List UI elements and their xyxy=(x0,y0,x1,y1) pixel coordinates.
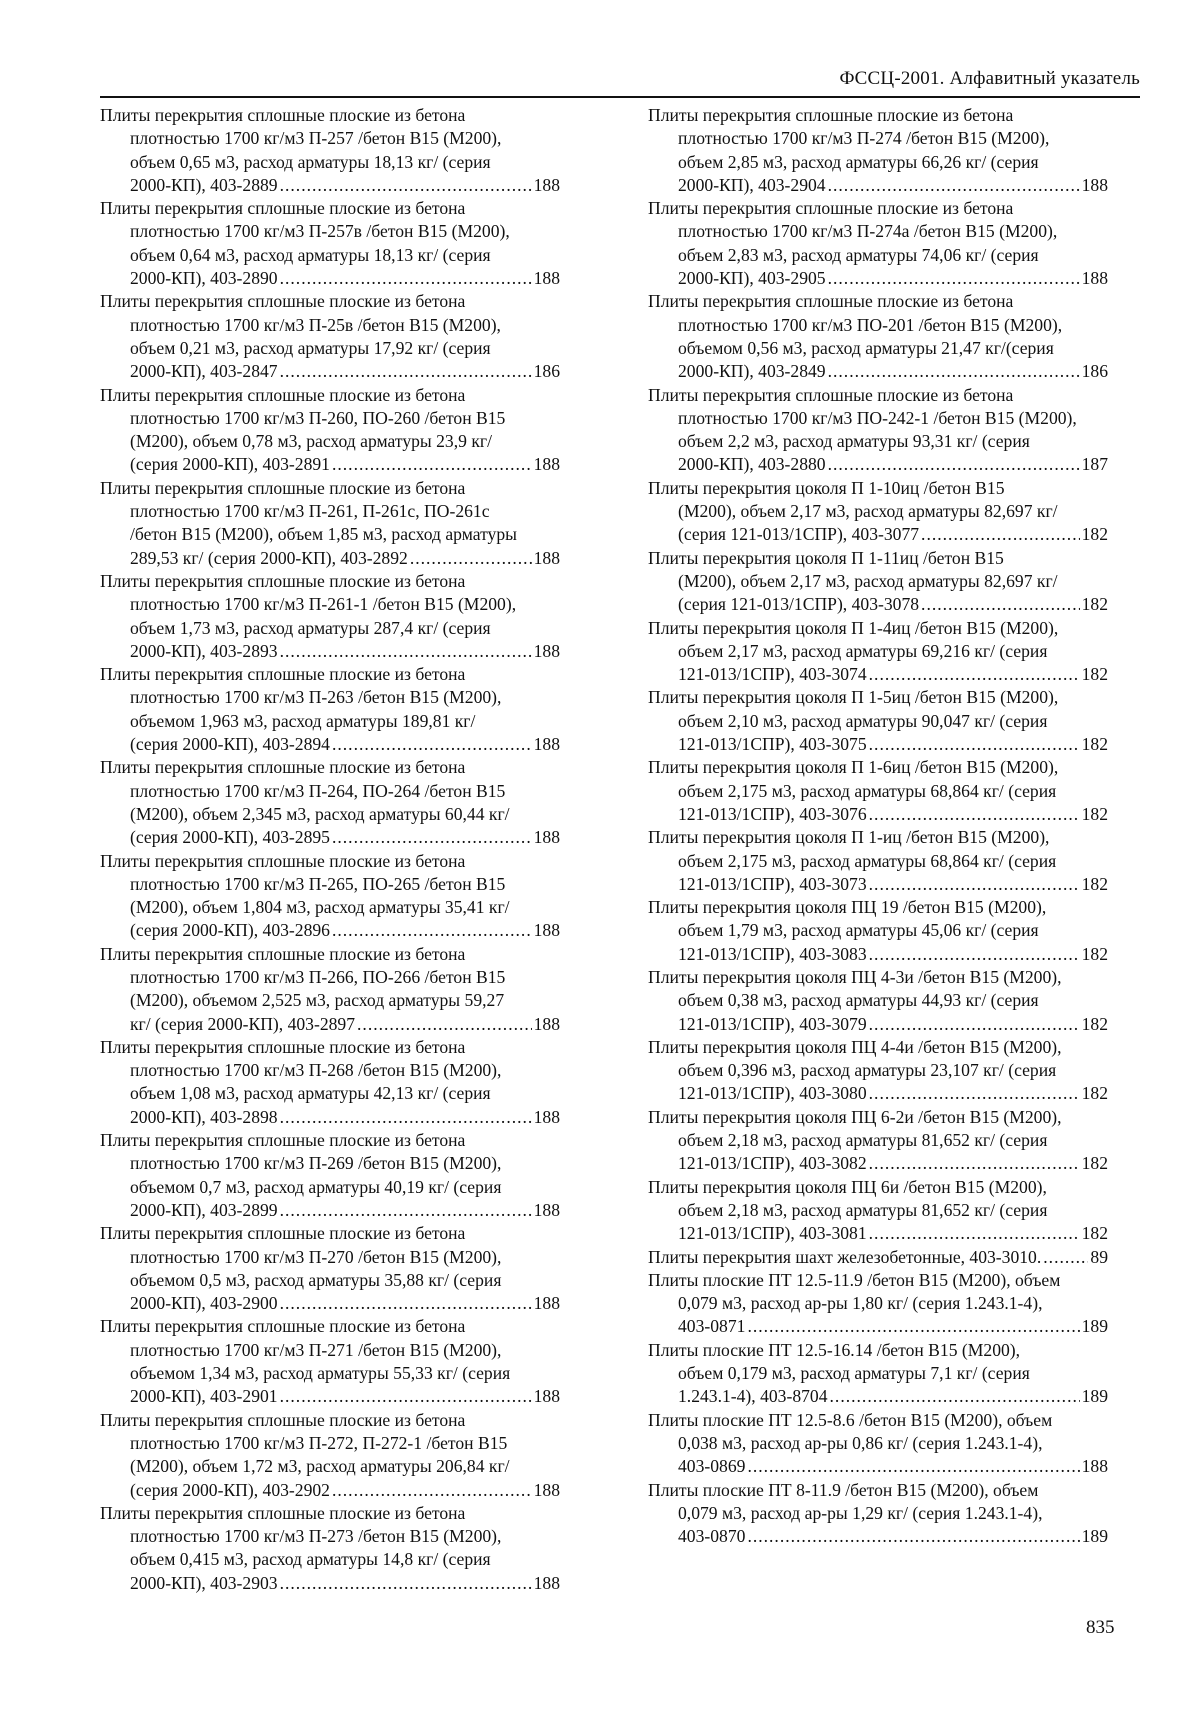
entry-reference-line xyxy=(100,1013,560,1036)
entry-title-line: Плиты перекрытия цоколя П 1-6иц /бетон В15 (М200), xyxy=(648,757,1059,778)
index-entry xyxy=(648,617,1108,687)
dot-leader xyxy=(280,1572,532,1595)
entry-reference-line xyxy=(648,1385,1108,1408)
entry-reference-line xyxy=(648,733,1108,756)
dot-leader xyxy=(747,1455,1079,1478)
entry-continuation-line: плотностью 1700 кг/м3 П-271 /бетон В15 (М200), xyxy=(130,1339,502,1360)
entry-page-number: 188 xyxy=(1081,1456,1108,1477)
entry-continuation-line: плотностью 1700 кг/м3 ПО-242-1 /бетон В15 (М200), xyxy=(678,407,1077,428)
entry-title-line: Плиты плоские ПТ 12.5-16.14 /бетон В15 (М200), xyxy=(648,1339,1021,1360)
entry-reference: 121-013/1СПР), 403-3074 xyxy=(678,664,867,685)
entry-reference-line xyxy=(648,1315,1108,1338)
entry-reference-line xyxy=(648,1222,1108,1245)
entry-title-line: Плиты перекрытия сплошные плоские из бетона xyxy=(100,1502,466,1523)
entry-page-number: 188 xyxy=(533,920,560,941)
entry-page-number: 89 xyxy=(1090,1246,1108,1267)
entry-page-number: 188 xyxy=(533,734,560,755)
index-entry xyxy=(100,1036,560,1129)
dot-leader xyxy=(869,1082,1080,1105)
entry-reference: 2000-КП), 403-2898 xyxy=(130,1106,278,1127)
entry-title-line: Плиты перекрытия цоколя П 1-11иц /бетон В15 xyxy=(648,547,1004,568)
entry-title-line: Плиты перекрытия цоколя ПЦ 4-4и /бетон В15 (М200), xyxy=(648,1036,1062,1057)
entry-reference: 2000-КП), 403-2901 xyxy=(130,1386,278,1407)
index-entry xyxy=(100,1129,560,1222)
entry-reference: 2000-КП), 403-2904 xyxy=(678,174,826,195)
entry-reference-line xyxy=(648,267,1108,290)
index-entry xyxy=(648,966,1108,1036)
entry-page-number: 182 xyxy=(1081,1153,1108,1174)
entry-page-number: 188 xyxy=(533,268,560,289)
entry-reference-line xyxy=(648,1082,1108,1105)
entry-continuation-line: (М200), объем 2,345 м3, расход арматуры 60,44 кг/ xyxy=(130,803,510,824)
entry-title-line: Плиты перекрытия сплошные плоские из бетона xyxy=(100,1316,466,1337)
entry-continuation-line: плотностью 1700 кг/м3 П-265, ПО-265 /бетон В15 xyxy=(130,873,506,894)
entry-continuation-line: плотностью 1700 кг/м3 П-274а /бетон В15 (М200), xyxy=(678,221,1058,242)
index-entry xyxy=(648,290,1108,383)
entry-reference: 121-013/1СПР), 403-3079 xyxy=(678,1013,867,1034)
entry-title-line: Плиты перекрытия сплошные плоские из бетона xyxy=(100,1130,466,1151)
entry-title-line: Плиты перекрытия сплошные плоские из бетона xyxy=(100,1409,466,1430)
entry-page-number: 182 xyxy=(1081,873,1108,894)
index-entry xyxy=(648,826,1108,896)
entry-title-line: Плиты перекрытия цоколя ПЦ 4-3и /бетон В15 (М200), xyxy=(648,966,1062,987)
entry-title-line: Плиты перекрытия сплошные плоские из бетона xyxy=(100,850,466,871)
dot-leader xyxy=(280,360,532,383)
index-entry xyxy=(648,197,1108,290)
dot-leader xyxy=(869,1013,1080,1036)
entry-reference-line xyxy=(100,453,560,476)
entry-title-line: Плиты перекрытия сплошные плоские из бетона xyxy=(100,1036,466,1057)
entry-reference-line xyxy=(100,1292,560,1315)
entry-reference-line xyxy=(648,1246,1108,1269)
entry-page-number: 182 xyxy=(1081,524,1108,545)
entry-title-line: Плиты перекрытия сплошные плоские из бетона xyxy=(100,664,466,685)
entry-reference: 2000-КП), 403-2900 xyxy=(130,1293,278,1314)
index-entry xyxy=(648,104,1108,197)
index-entry xyxy=(648,477,1108,547)
entry-page-number: 188 xyxy=(533,1013,560,1034)
entry-reference-line xyxy=(100,1106,560,1129)
entry-continuation-line: (М200), объем 0,78 м3, расход арматуры 23,9 кг/ xyxy=(130,431,492,452)
entry-reference-line xyxy=(648,1455,1108,1478)
entry-continuation-line: плотностью 1700 кг/м3 П-263 /бетон В15 (М200), xyxy=(130,687,502,708)
dot-leader xyxy=(828,453,1080,476)
index-column-right xyxy=(648,104,1108,1548)
entry-reference: Плиты перекрытия шахт железобетонные, 403-3010. xyxy=(648,1246,1042,1267)
entry-continuation-line: объем 0,396 м3, расход арматуры 23,107 кг/ (серия xyxy=(678,1060,1057,1081)
entry-continuation-line: (М200), объемом 2,525 м3, расход арматуры 59,27 xyxy=(130,990,505,1011)
entry-page-number: 188 xyxy=(533,1386,560,1407)
entry-page-number: 182 xyxy=(1081,1013,1108,1034)
entry-reference-line xyxy=(100,360,560,383)
entry-reference: 2000-КП), 403-2893 xyxy=(130,640,278,661)
index-entry xyxy=(648,1269,1108,1339)
entry-reference: 289,53 кг/ (серия 2000-КП), 403-2892 xyxy=(130,547,408,568)
dot-leader xyxy=(332,1479,532,1502)
index-entry xyxy=(648,1339,1108,1409)
entry-reference-line xyxy=(648,1152,1108,1175)
index-entry xyxy=(100,384,560,477)
entry-reference-line xyxy=(100,1385,560,1408)
entry-continuation-line: 0,079 м3, расход ар-ры 1,29 кг/ (серия 1.243.1-4), xyxy=(678,1502,1043,1523)
dot-leader xyxy=(869,733,1080,756)
entry-continuation-line: объем 2,175 м3, расход арматуры 68,864 кг/ (серия xyxy=(678,780,1057,801)
entry-continuation-line: объем 1,73 м3, расход арматуры 287,4 кг/ (серия xyxy=(130,617,491,638)
index-entry xyxy=(100,290,560,383)
index-entry xyxy=(648,686,1108,756)
entry-reference-line xyxy=(100,1199,560,1222)
entry-reference: 2000-КП), 403-2849 xyxy=(678,361,826,382)
entry-continuation-line: плотностью 1700 кг/м3 П-257в /бетон В15 (М200), xyxy=(130,221,510,242)
entry-page-number: 188 xyxy=(533,174,560,195)
dot-leader xyxy=(828,360,1080,383)
index-entry xyxy=(648,1409,1108,1479)
dot-leader xyxy=(332,826,532,849)
entry-continuation-line: объем 0,21 м3, расход арматуры 17,92 кг/ (серия xyxy=(130,337,491,358)
entry-continuation-line: объемом 1,963 м3, расход арматуры 189,81 кг/ xyxy=(130,710,476,731)
entry-reference: 121-013/1СПР), 403-3075 xyxy=(678,734,867,755)
entry-reference-line xyxy=(100,919,560,942)
entry-continuation-line: объем 1,79 м3, расход арматуры 45,06 кг/ (серия xyxy=(678,920,1039,941)
dot-leader xyxy=(1043,1246,1088,1269)
entry-page-number: 189 xyxy=(1081,1386,1108,1407)
entry-reference-line xyxy=(100,733,560,756)
entry-title-line: Плиты перекрытия сплошные плоские из бетона xyxy=(100,384,466,405)
entry-reference-line xyxy=(648,873,1108,896)
entry-reference-line xyxy=(100,174,560,197)
entry-continuation-line: (М200), объем 1,804 м3, расход арматуры 35,41 кг/ xyxy=(130,897,510,918)
dot-leader xyxy=(280,1199,532,1222)
entry-reference: (серия 2000-КП), 403-2894 xyxy=(130,734,330,755)
entry-reference: (серия 2000-КП), 403-2896 xyxy=(130,920,330,941)
entry-reference: 121-013/1СПР), 403-3083 xyxy=(678,943,867,964)
entry-title-line: Плиты перекрытия сплошные плоские из бетона xyxy=(100,198,466,219)
dot-leader xyxy=(869,873,1080,896)
entry-reference: (серия 121-013/1СПР), 403-3077 xyxy=(678,524,920,545)
index-entry xyxy=(648,896,1108,966)
entry-title-line: Плиты перекрытия цоколя П 1-4иц /бетон В15 (М200), xyxy=(648,617,1059,638)
dot-leader xyxy=(332,919,532,942)
entry-title-line: Плиты перекрытия цоколя П 1-5иц /бетон В15 (М200), xyxy=(648,687,1059,708)
entry-title-line: Плиты перекрытия сплошные плоские из бетона xyxy=(100,1223,466,1244)
entry-reference-line xyxy=(100,267,560,290)
entry-page-number: 188 xyxy=(533,1293,560,1314)
entry-reference: 403-0870 xyxy=(678,1526,746,1547)
entry-reference-line xyxy=(648,1525,1108,1548)
entry-page-number: 182 xyxy=(1081,803,1108,824)
dot-leader xyxy=(828,174,1080,197)
index-entry xyxy=(100,477,560,570)
entry-page-number: 182 xyxy=(1081,734,1108,755)
entry-continuation-line: объемом 0,7 м3, расход арматуры 40,19 кг/ (серия xyxy=(130,1176,502,1197)
dot-leader xyxy=(869,663,1080,686)
entry-reference: 403-0871 xyxy=(678,1316,746,1337)
dot-leader xyxy=(828,267,1080,290)
entry-page-number: 182 xyxy=(1081,664,1108,685)
entry-continuation-line: объемом 0,56 м3, расход арматуры 21,47 кг/(серия xyxy=(678,337,1054,358)
entry-reference: (серия 2000-КП), 403-2891 xyxy=(130,454,330,475)
entry-continuation-line: плотностью 1700 кг/м3 П-266, ПО-266 /бетон В15 xyxy=(130,966,506,987)
index-entry xyxy=(648,756,1108,826)
entry-continuation-line: плотностью 1700 кг/м3 П-272, П-272-1 /бетон В15 xyxy=(130,1432,508,1453)
entry-page-number: 182 xyxy=(1081,594,1108,615)
entry-reference-line xyxy=(648,360,1108,383)
entry-continuation-line: плотностью 1700 кг/м3 П-261-1 /бетон В15 (М200), xyxy=(130,594,517,615)
entry-reference: 2000-КП), 403-2903 xyxy=(130,1572,278,1593)
entry-title-line: Плиты перекрытия цоколя ПЦ 6-2и /бетон В15 (М200), xyxy=(648,1106,1062,1127)
entry-reference-line xyxy=(648,523,1108,546)
index-entry xyxy=(100,943,560,1036)
entry-reference: 121-013/1СПР), 403-3081 xyxy=(678,1223,867,1244)
entry-title-line: Плиты перекрытия цоколя П 1-иц /бетон В15 (М200), xyxy=(648,827,1050,848)
entry-continuation-line: 0,038 м3, расход ар-ры 0,86 кг/ (серия 1.243.1-4), xyxy=(678,1432,1043,1453)
entry-continuation-line: плотностью 1700 кг/м3 П-257 /бетон В15 (М200), xyxy=(130,128,502,149)
index-entry xyxy=(648,1036,1108,1106)
entry-continuation-line: объем 2,85 м3, расход арматуры 66,26 кг/ (серия xyxy=(678,151,1039,172)
index-entry xyxy=(648,384,1108,477)
entry-reference: 121-013/1СПР), 403-3073 xyxy=(678,873,867,894)
entry-continuation-line: плотностью 1700 кг/м3 П-260, ПО-260 /бетон В15 xyxy=(130,407,506,428)
dot-leader xyxy=(280,640,532,663)
entry-continuation-line: объем 2,2 м3, расход арматуры 93,31 кг/ (серия xyxy=(678,431,1030,452)
entry-page-number: 188 xyxy=(533,547,560,568)
entry-continuation-line: плотностью 1700 кг/м3 П-270 /бетон В15 (М200), xyxy=(130,1246,502,1267)
entry-continuation-line: объемом 0,5 м3, расход арматуры 35,88 кг/ (серия xyxy=(130,1269,502,1290)
entry-reference-line xyxy=(100,1572,560,1595)
entry-continuation-line: объем 0,65 м3, расход арматуры 18,13 кг/ (серия xyxy=(130,151,491,172)
entry-page-number: 189 xyxy=(1081,1526,1108,1547)
entry-continuation-line: плотностью 1700 кг/м3 П-261, П-261с, ПО-261с xyxy=(130,501,490,522)
page-header-title: ФССЦ-2001. Алфавитный указатель xyxy=(839,68,1140,89)
entry-reference: (серия 2000-КП), 403-2902 xyxy=(130,1479,330,1500)
entry-reference: 403-0869 xyxy=(678,1456,746,1477)
entry-continuation-line: плотностью 1700 кг/м3 П-268 /бетон В15 (М200), xyxy=(130,1060,502,1081)
entry-continuation-line: объем 0,179 м3, расход арматуры 7,1 кг/ (серия xyxy=(678,1363,1030,1384)
dot-leader xyxy=(332,453,532,476)
entry-title-line: Плиты перекрытия сплошные плоские из бетона xyxy=(100,943,466,964)
entry-continuation-line: объем 2,175 м3, расход арматуры 68,864 кг/ (серия xyxy=(678,850,1057,871)
index-entry xyxy=(100,756,560,849)
entry-reference: кг/ (серия 2000-КП), 403-2897 xyxy=(130,1013,356,1034)
entry-page-number: 188 xyxy=(533,1572,560,1593)
dot-leader xyxy=(332,733,532,756)
entry-reference: 1.243.1-4), 403-8704 xyxy=(678,1386,828,1407)
entry-continuation-line: плотностью 1700 кг/м3 П-264, ПО-264 /бетон В15 xyxy=(130,780,506,801)
index-entry xyxy=(648,1176,1108,1246)
entry-page-number: 188 xyxy=(533,454,560,475)
dot-leader xyxy=(410,547,532,570)
index-entry xyxy=(648,1106,1108,1176)
entry-continuation-line: объем 2,18 м3, расход арматуры 81,652 кг/ (серия xyxy=(678,1199,1048,1220)
dot-leader xyxy=(747,1315,1079,1338)
dot-leader xyxy=(869,1152,1080,1175)
entry-reference-line xyxy=(648,1013,1108,1036)
entry-reference: 2000-КП), 403-2880 xyxy=(678,454,826,475)
dot-leader xyxy=(280,1385,532,1408)
entry-continuation-line: плотностью 1700 кг/м3 П-274 /бетон В15 (М200), xyxy=(678,128,1050,149)
entry-continuation-line: плотностью 1700 кг/м3 ПО-201 /бетон В15 (М200), xyxy=(678,314,1063,335)
page-number: 835 xyxy=(1086,1617,1115,1638)
entry-reference: 2000-КП), 403-2899 xyxy=(130,1199,278,1220)
entry-continuation-line: плотностью 1700 кг/м3 П-269 /бетон В15 (М200), xyxy=(130,1153,502,1174)
index-entry xyxy=(648,1479,1108,1549)
entry-title-line: Плиты перекрытия сплошные плоские из бетона xyxy=(100,757,466,778)
index-entry xyxy=(100,1502,560,1595)
entry-continuation-line: плотностью 1700 кг/м3 П-25в /бетон В15 (М200), xyxy=(130,314,501,335)
entry-reference: 121-013/1СПР), 403-3076 xyxy=(678,803,867,824)
dot-leader xyxy=(357,1013,532,1036)
entry-continuation-line: плотностью 1700 кг/м3 П-273 /бетон В15 (М200), xyxy=(130,1526,502,1547)
entry-continuation-line: объем 0,64 м3, расход арматуры 18,13 кг/ (серия xyxy=(130,244,491,265)
entry-reference: (серия 121-013/1СПР), 403-3078 xyxy=(678,594,920,615)
entry-page-number: 188 xyxy=(533,640,560,661)
entry-title-line: Плиты перекрытия цоколя П 1-10иц /бетон В15 xyxy=(648,477,1005,498)
entry-page-number: 188 xyxy=(533,1199,560,1220)
entry-title-line: Плиты перекрытия цоколя ПЦ 19 /бетон В15 (М200), xyxy=(648,897,1047,918)
dot-leader xyxy=(869,803,1080,826)
dot-leader xyxy=(280,174,532,197)
entry-continuation-line: объем 0,415 м3, расход арматуры 14,8 кг/ (серия xyxy=(130,1549,491,1570)
entry-reference-line xyxy=(100,826,560,849)
entry-reference-line xyxy=(100,547,560,570)
index-entry xyxy=(648,547,1108,617)
index-entry xyxy=(100,104,560,197)
entry-title-line: Плиты плоские ПТ 12.5-8.6 /бетон В15 (М200), объем xyxy=(648,1409,1053,1430)
entry-title-line: Плиты перекрытия сплошные плоские из бетона xyxy=(648,291,1014,312)
entry-reference: 121-013/1СПР), 403-3080 xyxy=(678,1083,867,1104)
entry-reference: 121-013/1СПР), 403-3082 xyxy=(678,1153,867,1174)
entry-page-number: 189 xyxy=(1081,1316,1108,1337)
entry-title-line: Плиты перекрытия сплошные плоские из бетона xyxy=(648,198,1014,219)
dot-leader xyxy=(921,593,1080,616)
entry-reference-line xyxy=(648,803,1108,826)
entry-continuation-line: (М200), объем 2,17 м3, расход арматуры 82,697 кг/ xyxy=(678,501,1058,522)
entry-page-number: 188 xyxy=(533,827,560,848)
entry-title-line: Плиты плоские ПТ 12.5-11.9 /бетон В15 (М200), объем xyxy=(648,1269,1061,1290)
index-entry xyxy=(100,1315,560,1408)
entry-title-line: Плиты перекрытия сплошные плоские из бетона xyxy=(100,291,466,312)
entry-continuation-line: объем 2,18 м3, расход арматуры 81,652 кг/ (серия xyxy=(678,1130,1048,1151)
entry-continuation-line: объем 2,17 м3, расход арматуры 69,216 кг/ (серия xyxy=(678,640,1048,661)
dot-leader xyxy=(869,1222,1080,1245)
entry-reference: 2000-КП), 403-2847 xyxy=(130,361,278,382)
entry-title-line: Плиты перекрытия сплошные плоские из бетона xyxy=(100,477,466,498)
entry-page-number: 188 xyxy=(533,1106,560,1127)
entry-reference-line xyxy=(648,943,1108,966)
index-entry xyxy=(100,1409,560,1502)
index-entry xyxy=(648,1246,1108,1269)
entry-reference: 2000-КП), 403-2889 xyxy=(130,174,278,195)
dot-leader xyxy=(830,1385,1080,1408)
entry-continuation-line: (М200), объем 1,72 м3, расход арматуры 206,84 кг/ xyxy=(130,1456,510,1477)
header-rule xyxy=(100,96,1140,98)
entry-reference-line xyxy=(100,640,560,663)
entry-title-line: Плиты плоские ПТ 8-11.9 /бетон В15 (М200), объем xyxy=(648,1479,1039,1500)
dot-leader xyxy=(280,1292,532,1315)
index-entry xyxy=(100,570,560,663)
entry-continuation-line: объем 0,38 м3, расход арматуры 44,93 кг/ (серия xyxy=(678,990,1039,1011)
index-entry xyxy=(100,850,560,943)
entry-continuation-line: /бетон В15 (М200), объем 1,85 м3, расход арматуры xyxy=(130,524,517,545)
entry-reference-line xyxy=(648,593,1108,616)
dot-leader xyxy=(747,1525,1079,1548)
entry-continuation-line: объемом 1,34 м3, расход арматуры 55,33 кг/ (серия xyxy=(130,1363,511,1384)
entry-reference: (серия 2000-КП), 403-2895 xyxy=(130,827,330,848)
entry-continuation-line: (М200), объем 2,17 м3, расход арматуры 82,697 кг/ xyxy=(678,570,1058,591)
entry-continuation-line: 0,079 м3, расход ар-ры 1,80 кг/ (серия 1.243.1-4), xyxy=(678,1293,1043,1314)
entry-page-number: 182 xyxy=(1081,1083,1108,1104)
dot-leader xyxy=(869,943,1080,966)
entry-page-number: 182 xyxy=(1081,1223,1108,1244)
entry-page-number: 188 xyxy=(1081,174,1108,195)
entry-title-line: Плиты перекрытия сплошные плоские из бетона xyxy=(100,570,466,591)
entry-title-line: Плиты перекрытия сплошные плоские из бетона xyxy=(648,105,1014,125)
entry-reference: 2000-КП), 403-2905 xyxy=(678,268,826,289)
entry-page-number: 188 xyxy=(533,1479,560,1500)
entry-page-number: 182 xyxy=(1081,943,1108,964)
entry-reference-line xyxy=(648,663,1108,686)
dot-leader xyxy=(921,523,1080,546)
index-column-left xyxy=(100,104,560,1595)
entry-title-line: Плиты перекрытия сплошные плоские из бетона xyxy=(648,384,1014,405)
index-entry xyxy=(100,197,560,290)
entry-continuation-line: объем 2,83 м3, расход арматуры 74,06 кг/ (серия xyxy=(678,244,1039,265)
entry-page-number: 187 xyxy=(1081,454,1108,475)
index-entry xyxy=(100,1222,560,1315)
entry-page-number: 186 xyxy=(533,361,560,382)
entry-continuation-line: объем 1,08 м3, расход арматуры 42,13 кг/ (серия xyxy=(130,1083,491,1104)
entry-reference-line xyxy=(100,1479,560,1502)
entry-title-line: Плиты перекрытия цоколя ПЦ 6и /бетон В15 (М200), xyxy=(648,1176,1047,1197)
dot-leader xyxy=(280,267,532,290)
entry-page-number: 188 xyxy=(1081,268,1108,289)
entry-title-line: Плиты перекрытия сплошные плоские из бетона xyxy=(100,105,466,125)
entry-reference: 2000-КП), 403-2890 xyxy=(130,268,278,289)
entry-page-number: 186 xyxy=(1081,361,1108,382)
entry-continuation-line: объем 2,10 м3, расход арматуры 90,047 кг/ (серия xyxy=(678,710,1048,731)
entry-reference-line xyxy=(648,453,1108,476)
entry-reference-line xyxy=(648,174,1108,197)
index-entry xyxy=(100,663,560,756)
dot-leader xyxy=(280,1106,532,1129)
